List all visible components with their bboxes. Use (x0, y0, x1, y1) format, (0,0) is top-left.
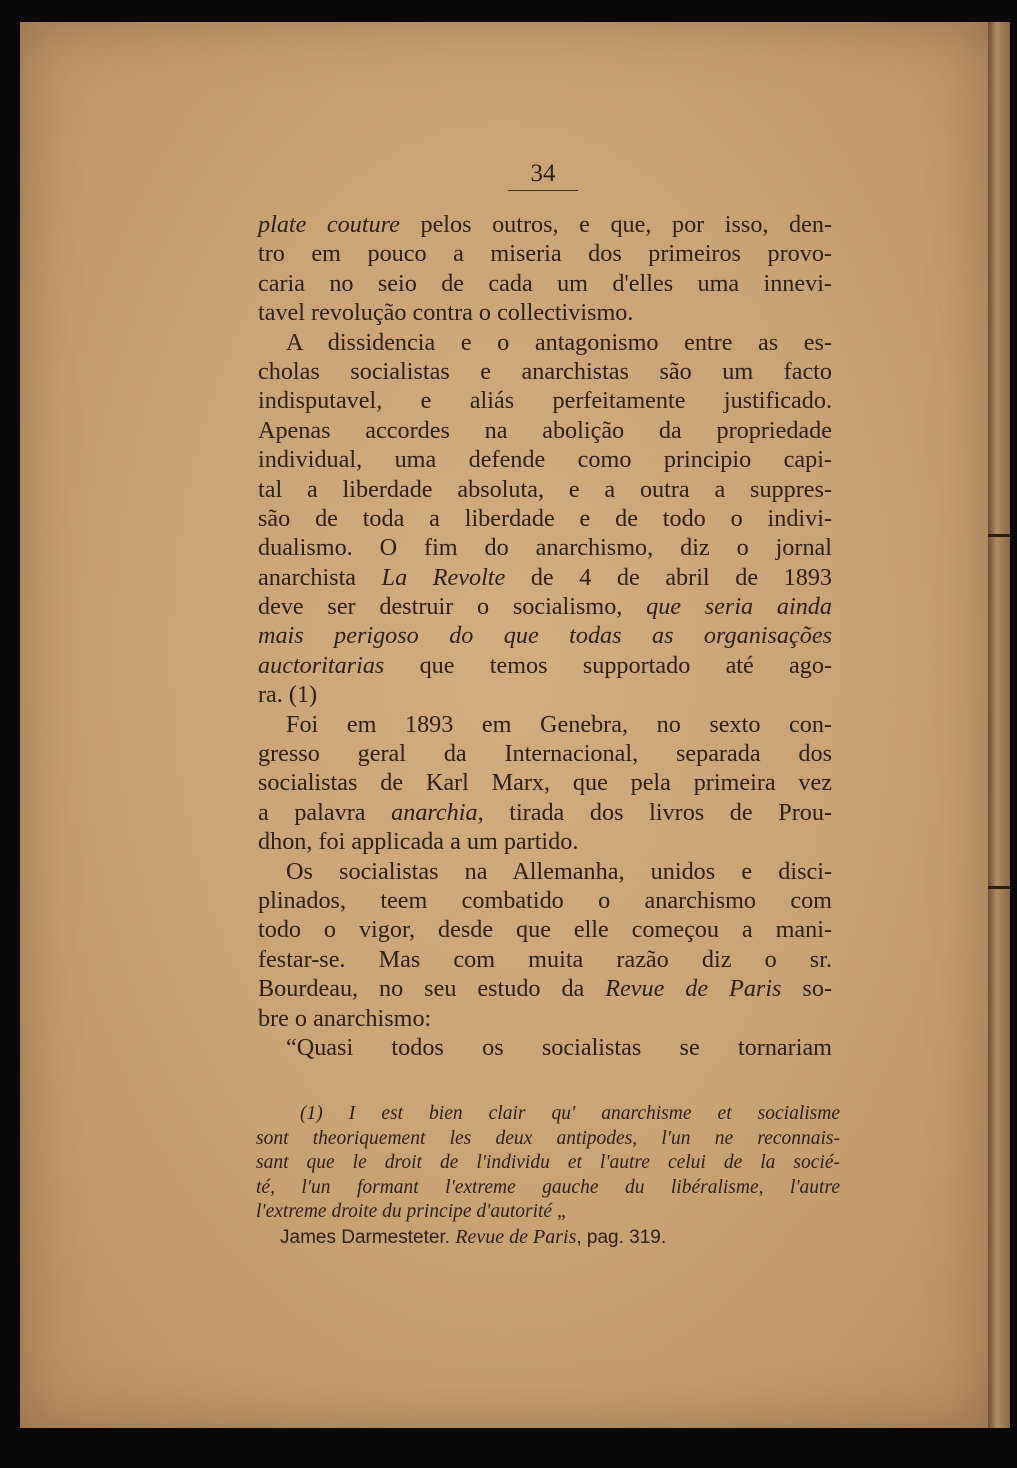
text-run: a palavra (258, 798, 392, 826)
text-run: Bourdeau, no seu estudo da (258, 975, 606, 1003)
text-line (258, 651, 832, 680)
text-run: todo o vigor, desde que elle começou a mani- (258, 916, 832, 944)
text-run: Apenas accordes na abolição da propriedade (258, 416, 832, 444)
text-line (258, 504, 832, 533)
text-line (258, 945, 832, 974)
text-line (258, 768, 832, 797)
footnote-line: sont theoriquement les deux antipodes, l'un ne reconnais- (256, 1127, 840, 1149)
text-line (258, 210, 832, 239)
text-run: deve ser destruir o socialismo, (258, 593, 647, 621)
text-run: individual, uma defende como principio capi- (258, 446, 832, 474)
text-run: so- (781, 975, 832, 1003)
text-run: Os socialistas na Allemanha, unidos e disci- (286, 857, 832, 885)
text-run: anarchista (258, 563, 382, 591)
text-line (258, 592, 832, 621)
text-run: são de toda a liberdade e de todo o indivi- (258, 504, 832, 532)
text-line (258, 1033, 832, 1062)
text-run: “Quasi todos os socialistas se tornariam (286, 1033, 832, 1061)
text-run: gresso geral da Internacional, separada dos (258, 740, 832, 768)
text-line (258, 680, 832, 709)
text-run: , tirada dos livros de Prou- (477, 798, 832, 826)
page-number: 34 (508, 160, 578, 191)
text-run: ra. (1) (258, 681, 318, 709)
italic-text: mais perigoso do que todas as organisações (258, 622, 832, 650)
text-run: tro em pouco a miseria dos primeiros provo- (258, 240, 832, 268)
text-line (258, 974, 832, 1003)
text-line (258, 1004, 832, 1033)
citation-page: , pag. 319. (576, 1226, 667, 1248)
text-run: festar-se. Mas com muita razão diz o sr. (258, 945, 832, 973)
text-run: tavel revolução contra o collectivismo. (258, 299, 634, 327)
text-line (258, 739, 832, 768)
text-line (258, 269, 832, 298)
footnote-text (256, 1102, 840, 1225)
page-edge-mark (988, 886, 1010, 889)
citation-author: James Darmesteter. (280, 1226, 450, 1248)
text-line (258, 621, 832, 650)
text-run: bre o anarchismo: (258, 1004, 432, 1032)
footnote-line: sant que le droit de l'individu et l'autre celui de la socié- (256, 1152, 840, 1174)
italic-text: Revue de Paris (605, 975, 782, 1003)
text-run: tal a liberdade absoluta, e a outra a suppres- (258, 475, 832, 503)
next-page-edge (988, 22, 1010, 1428)
text-line (258, 416, 832, 445)
italic-text: auctoritarias (258, 651, 385, 679)
text-line (258, 857, 832, 886)
text-run: que temos supportado até ago- (384, 651, 832, 679)
text-line (258, 563, 832, 592)
text-line (258, 298, 832, 327)
footnote-line: té, l'un formant l'extreme gauche du libéralisme, l'autre (256, 1176, 840, 1198)
text-run: Foi em 1893 em Genebra, no sexto con- (286, 710, 832, 738)
text-run: socialistas de Karl Marx, que pela primeira vez (258, 769, 832, 797)
text-line (258, 328, 832, 357)
text-line (258, 798, 832, 827)
page-edge-mark (988, 534, 1010, 537)
text-line (258, 710, 832, 739)
footnote-line: l'extreme droite du principe d'autorité „ (256, 1201, 568, 1223)
italic-text: La Revolte (381, 563, 506, 591)
footnote (256, 1102, 840, 1250)
text-line (258, 445, 832, 474)
text-line (258, 357, 832, 386)
main-text (258, 210, 832, 1062)
footnote-line: (1) I est bien clair qu' anarchisme et socialisme (300, 1103, 840, 1124)
text-line (258, 386, 832, 415)
text-line (258, 886, 832, 915)
text-run: cholas socialistas e anarchistas são um facto (258, 357, 832, 385)
footnote-citation (256, 1225, 840, 1250)
text-line (258, 475, 832, 504)
citation-source: Revue de Paris (455, 1225, 577, 1248)
text-line (258, 915, 832, 944)
text-run: caria no seio de cada um d'elles uma innevi- (258, 269, 832, 297)
text-run: A dissidencia e o antagonismo entre as es- (286, 328, 832, 356)
italic-text: que seria ainda (646, 593, 832, 621)
italic-text: plate couture (258, 211, 400, 238)
text-run: dhon, foi applicada a um partido. (258, 828, 579, 856)
text-run: indisputavel, e aliás perfeitamente justificado. (258, 387, 832, 415)
text-run: dualismo. O fim do anarchismo, diz o jornal (258, 534, 832, 562)
text-line (258, 827, 832, 856)
text-run: de 4 de abril de 1893 (505, 563, 833, 591)
text-line (258, 239, 832, 268)
text-run: pelos outros, e que, por isso, den- (399, 211, 833, 238)
italic-text: anarchia (391, 798, 478, 826)
text-run: plinados, teem combatido o anarchismo com (258, 886, 832, 914)
text-line (258, 533, 832, 562)
